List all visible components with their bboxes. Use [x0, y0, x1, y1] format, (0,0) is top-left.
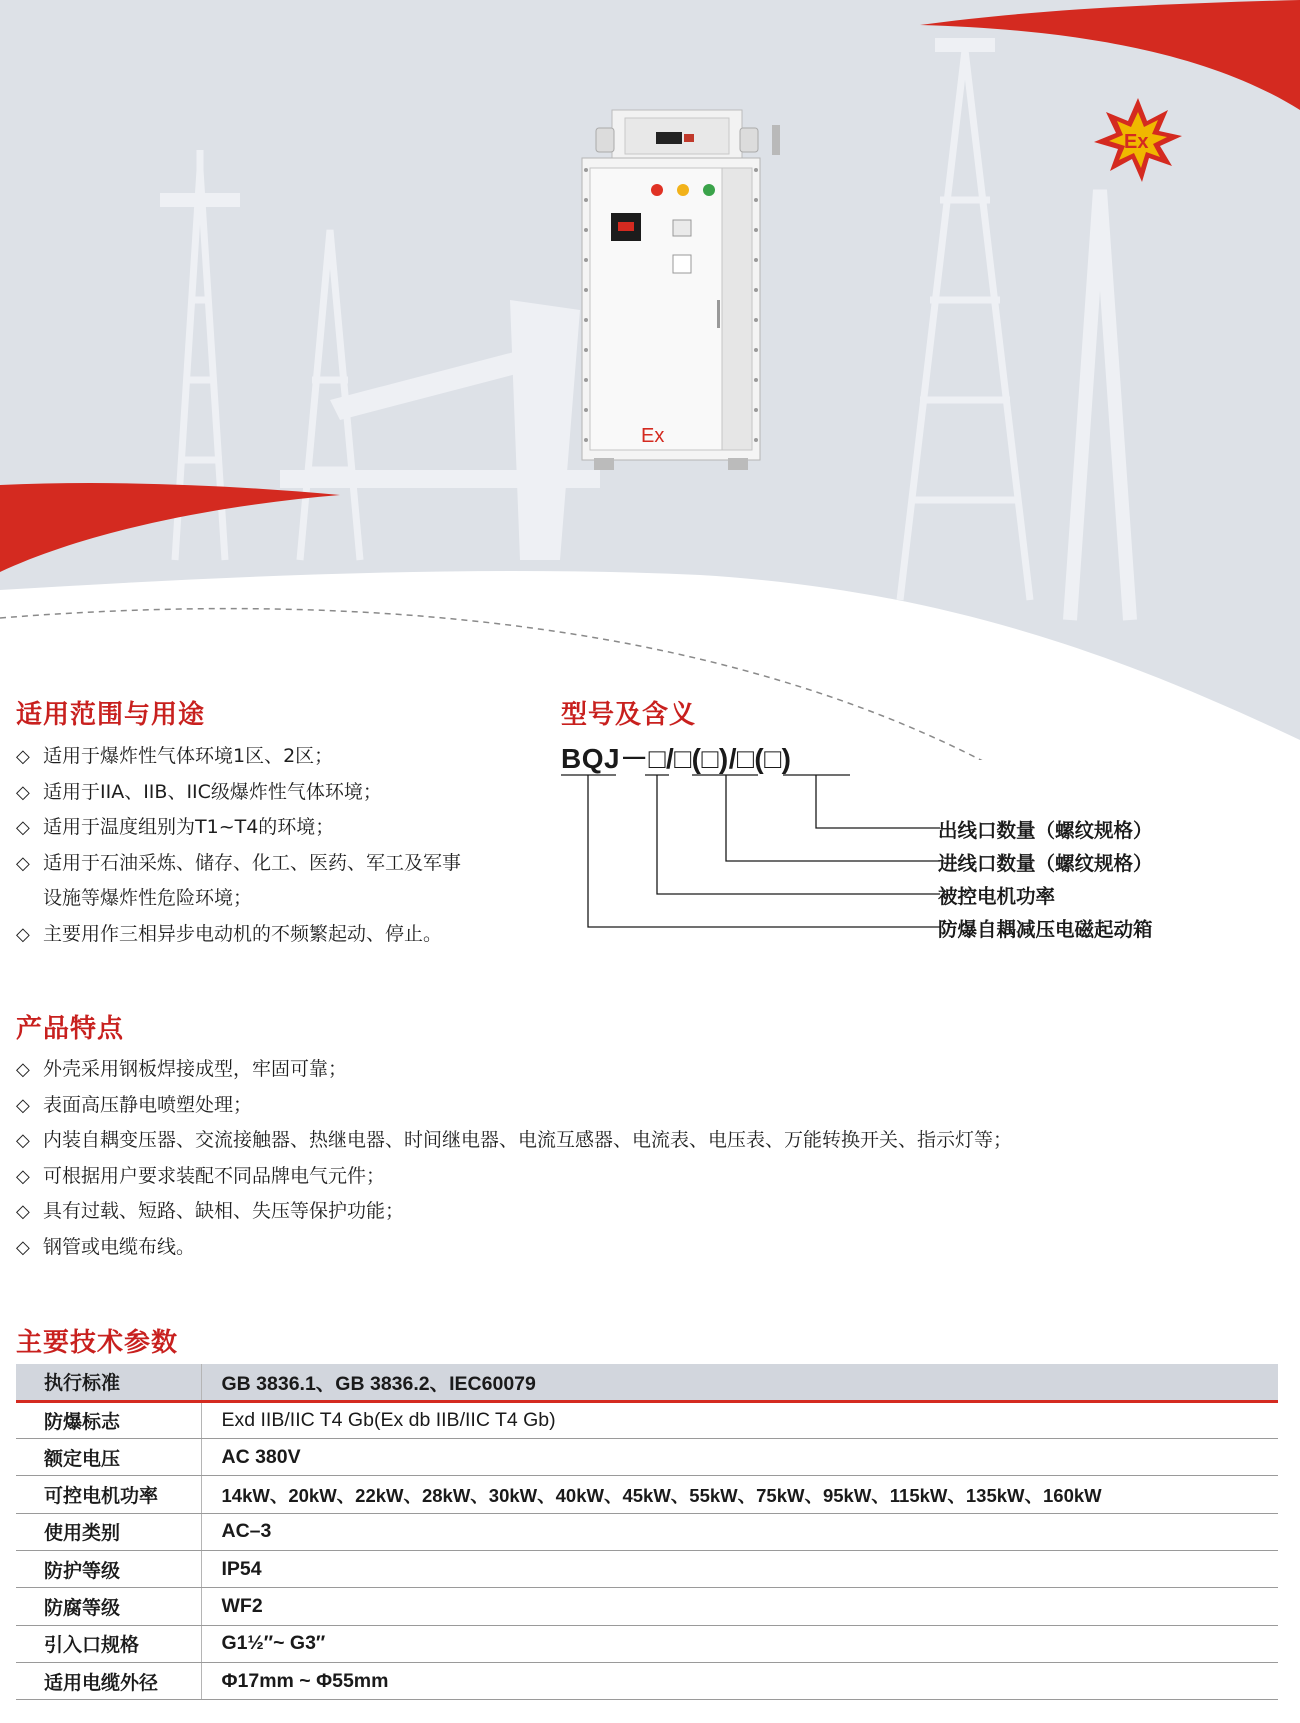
- specs-title: 主要技术参数: [16, 1328, 179, 1358]
- list-item: ◇ 钢管或电缆布线。: [16, 1230, 1012, 1266]
- diamond-icon: ◇: [16, 817, 30, 838]
- meaning-motor-power: 被控电机功率: [938, 885, 1056, 908]
- features-title: 产品特点: [16, 1014, 125, 1044]
- list-item: ◇ 适用于爆炸性气体环境1区、2区；: [16, 739, 461, 775]
- model-diagram-lines: [550, 770, 950, 940]
- diamond-icon: ◇: [16, 1165, 30, 1187]
- list-item: 设施等爆炸性危险环境；: [43, 887, 253, 909]
- diamond-icon: ◇: [16, 1201, 30, 1222]
- spec-label: 防腐等级: [16, 1588, 201, 1625]
- list-item: ◇ 具有过载、短路、缺相、失压等保护功能；: [16, 1194, 1012, 1230]
- model-title: 型号及含义: [561, 700, 697, 730]
- diamond-icon: ◇: [16, 1059, 30, 1080]
- diamond-icon: ◇: [16, 852, 30, 874]
- diamond-icon: ◇: [16, 923, 30, 945]
- spec-label: 引入口规格: [16, 1625, 201, 1662]
- table-row: [16, 1439, 1278, 1476]
- table-row: [16, 1662, 1278, 1699]
- table-row: [16, 1364, 1278, 1401]
- table-row: [16, 1476, 1278, 1513]
- table-row: [16, 1588, 1278, 1625]
- meaning-inlet: 进线口数量（螺纹规格）: [938, 852, 1153, 875]
- list-item: ◇ 表面高压静电喷塑处理；: [16, 1088, 1012, 1124]
- spec-label: 防爆标志: [16, 1401, 201, 1438]
- scope-list: [16, 739, 461, 952]
- meaning-product-name: 防爆自耦减压电磁起动箱: [938, 918, 1153, 941]
- list-item: ◇ 可根据用户要求装配不同品牌电气元件；: [16, 1159, 1012, 1195]
- table-row: [16, 1513, 1278, 1550]
- diamond-icon: ◇: [16, 746, 30, 767]
- diamond-icon: ◇: [16, 1094, 30, 1116]
- meaning-outlet: 出线口数量（螺纹规格）: [938, 819, 1153, 842]
- spec-label: 适用电缆外径: [16, 1662, 201, 1699]
- spec-table: [16, 1364, 1278, 1700]
- ex-badge-text: Ex: [1124, 131, 1149, 153]
- spec-value: Exd IIB/IIC T4 Gb(Ex db IIB/IIC T4 Gb): [201, 1401, 1278, 1438]
- spec-value: 14kW、20kW、22kW、28kW、30kW、40kW、45kW、55kW、75kW、95kW、115kW、135kW、160kW: [201, 1476, 1278, 1513]
- list-item: ◇ 适用于IIA、IIB、IIC级爆炸性气体环境；: [16, 775, 461, 811]
- list-item: ◇ 外壳采用钢板焊接成型，牢固可靠；: [16, 1052, 1012, 1088]
- spec-value: IP54: [201, 1550, 1278, 1587]
- spec-value: Φ17mm ~ Φ55mm: [201, 1662, 1278, 1699]
- list-item: ◇ 主要用作三相异步电动机的不频繁起动、停止。: [16, 917, 461, 953]
- diamond-icon: ◇: [16, 1130, 30, 1151]
- diamond-icon: ◇: [16, 1236, 30, 1258]
- spec-label: 使用类别: [16, 1513, 201, 1550]
- spec-label: 执行标准: [16, 1364, 201, 1401]
- spec-value: G1½″~ G3″: [201, 1625, 1278, 1662]
- features-list: [16, 1052, 1012, 1265]
- cabinet-image: [582, 110, 780, 470]
- model-code: BQJ－□/□(□)/□(□): [561, 743, 792, 774]
- list-item: ◇ 适用于温度组别为T1~T4的环境；: [16, 810, 461, 846]
- spec-label: 防护等级: [16, 1550, 201, 1587]
- list-item: ◇ 适用于石油采炼、储存、化工、医药、军工及军事: [16, 846, 461, 882]
- spec-label: 额定电压: [16, 1439, 201, 1476]
- scope-title: 适用范围与用途: [16, 700, 206, 730]
- spec-value: WF2: [201, 1588, 1278, 1625]
- table-row: [16, 1550, 1278, 1587]
- diamond-icon: ◇: [16, 781, 30, 803]
- list-item: ◇ 内装自耦变压器、交流接触器、热继电器、时间继电器、电流互感器、电流表、电压表、万能转换开关、指示灯等；: [16, 1123, 1012, 1159]
- hero-banner: [0, 0, 1300, 760]
- cabinet-ex-label: Ex: [641, 425, 665, 447]
- table-row: [16, 1401, 1278, 1438]
- spec-label: 可控电机功率: [16, 1476, 201, 1513]
- spec-value: AC 380V: [201, 1439, 1278, 1476]
- table-row: [16, 1625, 1278, 1662]
- spec-value: GB 3836.1、GB 3836.2、IEC60079: [201, 1364, 1278, 1401]
- spec-value: AC–3: [201, 1513, 1278, 1550]
